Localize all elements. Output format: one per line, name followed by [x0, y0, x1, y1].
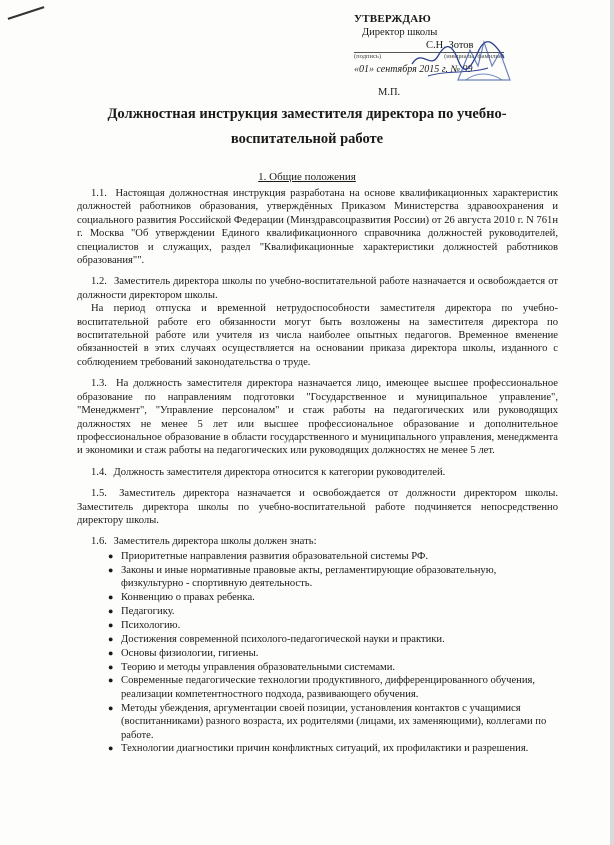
list-item: [108, 605, 558, 618]
bullet-icon: ●: [108, 743, 114, 754]
approval-title: УТВЕРЖДАЮ: [354, 13, 431, 25]
paragraph-number: 1.3.: [91, 378, 107, 390]
list-item-text: Достижения современной психолого-педагогической науки и практики.: [121, 633, 445, 645]
list-item: [108, 591, 558, 604]
section-heading: 1. Общие положения: [258, 171, 356, 183]
seal-stamp: [448, 36, 518, 86]
stamp-label: М.П.: [378, 87, 401, 98]
bullet-icon: ●: [108, 619, 114, 630]
bullet-icon: ●: [108, 633, 114, 644]
name-caption: (инициалы, фамилия): [444, 53, 504, 60]
paragraph-number: 1.6.: [91, 536, 107, 548]
bullet-icon: ●: [108, 550, 114, 561]
list-item: [108, 702, 558, 742]
paragraph-text: Заместитель директора школы должен знать:: [113, 536, 317, 548]
paragraph-number: 1.1.: [91, 188, 107, 199]
pen-mark: [8, 6, 45, 20]
approval-role: Директор школы: [362, 27, 438, 38]
document-body: [77, 187, 558, 756]
knowledge-list: [77, 550, 558, 756]
paragraph-1-2: [77, 275, 558, 302]
list-item: [108, 550, 558, 563]
approval-order-number: № 99: [450, 64, 473, 75]
list-item-text: Теорию и методы управления образовательными системами.: [121, 661, 396, 673]
bullet-icon: ●: [108, 702, 114, 713]
bullet-icon: ●: [108, 564, 114, 575]
paragraph-text: Заместитель директора назначается и освобождается от должности директором школы. Заместитель директора школы по учебно-воспитательной работе подчиняется непосредственно директору школы.: [77, 488, 558, 526]
paragraph-number: 1.2.: [91, 276, 107, 288]
list-item-text: Педагогику.: [121, 605, 175, 617]
approval-name: С.Н. Зотов: [426, 40, 474, 51]
paragraph-text: Должность заместителя директора относится к категории руководителей.: [113, 466, 446, 478]
paragraph-1-4: [77, 466, 558, 479]
signature-caption: (подпись): [354, 53, 381, 60]
list-item-text: Основы физиологии, гигиены.: [121, 647, 259, 659]
list-item: [108, 742, 558, 755]
list-item: [108, 661, 558, 674]
scan-edge: [610, 0, 614, 845]
list-item-text: Конвенцию о правах ребенка.: [121, 591, 255, 603]
paragraph-1-6: [77, 535, 558, 548]
list-item-text: Законы и иные нормативные правовые акты, регламентирующие образовательную, физкультурно - спортивную деятельность.: [121, 564, 497, 590]
list-item: [108, 674, 558, 701]
paragraph-text: Заместитель директора школы по учебно-воспитательной работе назначается и освобождается от должности директором школы.: [77, 276, 558, 301]
paragraph-text: На должность заместителя директора назначается лицо, имеющее высшее профессиональное образование по направлениям подготовки "Государственное и муниципальное управление", "Менеджмент", "Управление персоналом" и стаж работы на педагогических или руководящих должностях не менее 5 лет или высшее профессиональное образование и дополнительное профессиональное образование в области государственного и муниципального управления, менеджмента и экономики и стаж работы на педагогических или руководящих должностях не менее 5 лет.: [77, 378, 558, 457]
list-item-text: Приоритетные направления развития образовательной системы РФ.: [121, 550, 428, 562]
document-title: [40, 102, 574, 152]
list-item: [108, 633, 558, 646]
paragraph-1-5: [77, 487, 558, 527]
paragraph-1-3: [77, 377, 558, 457]
list-item: [108, 564, 558, 591]
document-title-line-1: Должностная инструкция заместителя директора по учебно-: [107, 106, 507, 122]
paragraph-number: 1.4.: [91, 466, 107, 478]
approval-date-text: «01» сентября 2015 г.: [354, 64, 449, 75]
paragraph-1-2-continued: На период отпуска и временной нетрудоспособности заместителя директора по учебно-воспитательной работе его обязанности могут быть возложены на заместителя директора по воспитательной работе или учителя из числа наиболее опытных педагогов. Временное вменение обязанностей в этих случаях осуществляется на основании приказа директора школы, изданного с соблюдением требований законодательства о труде.: [77, 303, 558, 368]
list-item-text: Методы убеждения, аргументации своей позиции, установления контактов с учащимися (воспитанниками) разного возраста, их родителями (лицами, их заменяющими), коллегами по работе.: [121, 702, 547, 741]
bullet-icon: ●: [108, 661, 114, 672]
list-item-text: Психологию.: [121, 619, 181, 631]
list-item: [108, 619, 558, 632]
paragraph-text: Настоящая должностная инструкция разработана на основе квалификационных характеристик должностей работников образования, утверждённых Приказом Министерства здравоохранения и социального развития Российской Федерации (Минздравсоцразвития России) от 26 августа 2010 г. N 761н г. Москва "Об утверждении Единого квалификационного справочника должностей руководителей, специалистов и служащих, раздел "Квалификационные характеристики должностей работников образования"".: [77, 188, 558, 267]
bullet-icon: ●: [108, 591, 114, 602]
document-title-line-2: воспитательной работе: [230, 131, 384, 147]
paragraph-number: 1.5.: [91, 488, 107, 500]
list-item-text: Технологии диагностики причин конфликтных ситуаций, их профилактики и разрешения.: [121, 743, 529, 755]
bullet-icon: ●: [108, 675, 114, 686]
bullet-icon: ●: [108, 647, 114, 658]
list-item: [108, 647, 558, 660]
bullet-icon: ●: [108, 605, 114, 616]
list-item-text: Современные педагогические технологии продуктивного, дифференцированного обучения, реализации компетентностного подхода, развивающего обучения.: [121, 675, 536, 700]
paragraph-1-1: [77, 187, 558, 267]
